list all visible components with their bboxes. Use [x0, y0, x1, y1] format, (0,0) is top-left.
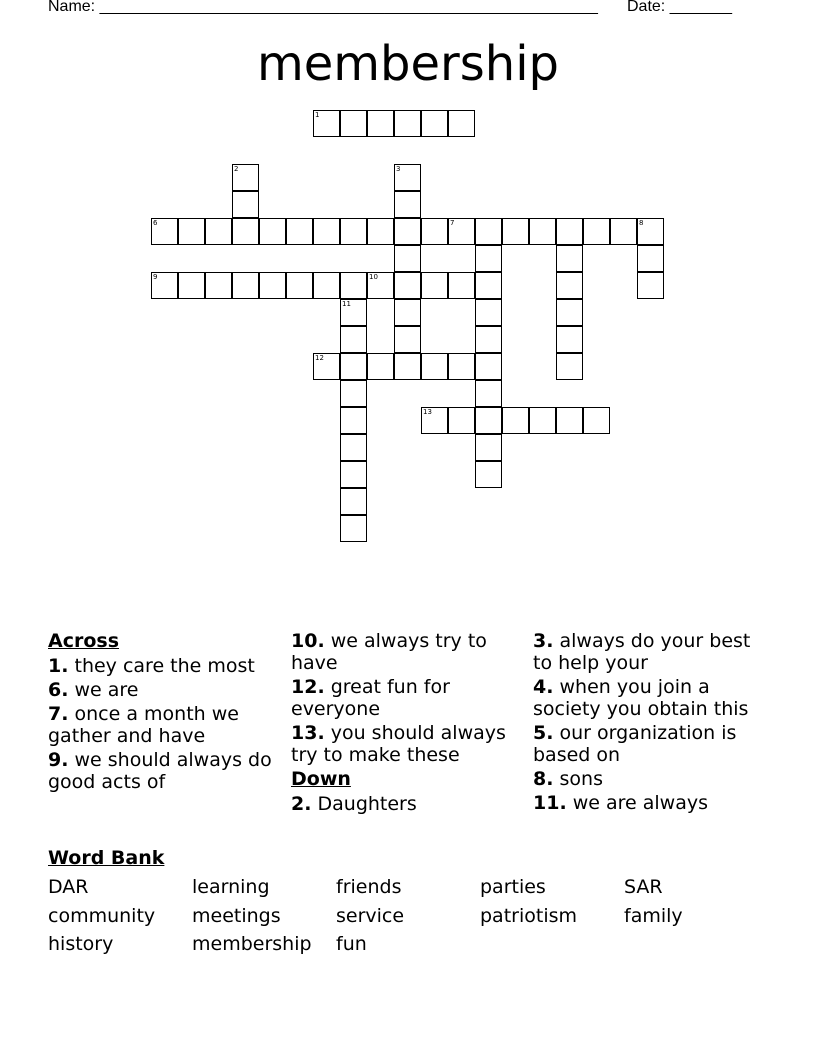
word-bank-item: DAR	[48, 876, 89, 898]
grid-cell[interactable]	[340, 326, 367, 353]
grid-cell[interactable]	[556, 245, 583, 272]
grid-cell[interactable]	[367, 353, 394, 380]
grid-cell-number: 11	[342, 300, 351, 308]
grid-cell[interactable]	[475, 218, 502, 245]
grid-cell[interactable]	[475, 380, 502, 407]
grid-cell[interactable]	[610, 218, 637, 245]
grid-cell[interactable]	[394, 353, 421, 380]
clue-down-11: 11. we are always	[533, 792, 709, 814]
grid-cell[interactable]	[448, 407, 475, 434]
grid-cell[interactable]	[394, 191, 421, 218]
word-bank-item: meetings	[192, 905, 281, 927]
grid-cell[interactable]	[340, 488, 367, 515]
grid-cell[interactable]	[367, 110, 394, 137]
grid-cell-number: 1	[315, 111, 320, 119]
grid-cell[interactable]	[394, 299, 421, 326]
grid-cell[interactable]	[178, 218, 205, 245]
grid-cell[interactable]	[502, 218, 529, 245]
grid-cell[interactable]	[475, 407, 502, 434]
grid-cell-number: 8	[639, 219, 644, 227]
clue-down-4: 4. when you join a society you obtain this	[533, 676, 749, 720]
grid-cell[interactable]	[340, 353, 367, 380]
across-heading: Across	[48, 630, 120, 652]
down-heading: Down	[291, 768, 351, 790]
date-field-label: Date: _______	[627, 0, 732, 15]
grid-cell[interactable]	[151, 272, 178, 299]
word-bank-item: patriotism	[480, 905, 578, 927]
grid-cell[interactable]	[340, 299, 367, 326]
grid-cell[interactable]	[529, 218, 556, 245]
grid-cell[interactable]	[421, 218, 448, 245]
word-bank-item: SAR	[624, 876, 663, 898]
clue-across-9: 9. we should always do good acts of	[48, 749, 272, 793]
grid-cell[interactable]	[286, 272, 313, 299]
grid-cell[interactable]	[421, 272, 448, 299]
grid-cell[interactable]	[556, 407, 583, 434]
clue-down-8: 8. sons	[533, 768, 603, 790]
grid-cell[interactable]	[637, 245, 664, 272]
grid-cell[interactable]	[583, 407, 610, 434]
clue-down-2: 2. Daughters	[291, 793, 417, 815]
grid-cell[interactable]	[340, 515, 367, 542]
grid-cell[interactable]	[448, 353, 475, 380]
clue-across-12: 12. great fun for everyone	[291, 676, 450, 720]
grid-cell[interactable]	[151, 218, 178, 245]
clue-across-6: 6. we are	[48, 679, 139, 701]
grid-cell[interactable]	[367, 272, 394, 299]
grid-cell[interactable]	[475, 245, 502, 272]
grid-cell[interactable]	[583, 218, 610, 245]
grid-cell[interactable]	[421, 407, 448, 434]
grid-cell[interactable]	[394, 218, 421, 245]
grid-cell[interactable]	[394, 272, 421, 299]
clue-across-7: 7. once a month we gather and have	[48, 703, 239, 747]
grid-cell[interactable]	[205, 272, 232, 299]
grid-cell[interactable]	[286, 218, 313, 245]
grid-cell[interactable]	[232, 191, 259, 218]
grid-cell-number: 9	[153, 273, 158, 281]
word-bank-item: friends	[336, 876, 402, 898]
clue-down-5: 5. our organization is based on	[533, 722, 737, 766]
grid-cell[interactable]	[232, 218, 259, 245]
grid-cell-number: 6	[153, 219, 158, 227]
name-field-label: Name: ________________________________________________________	[48, 0, 598, 15]
grid-cell[interactable]	[421, 353, 448, 380]
grid-cell[interactable]	[637, 272, 664, 299]
grid-cell-number: 10	[369, 273, 378, 281]
grid-cell[interactable]	[556, 299, 583, 326]
grid-cell[interactable]	[340, 434, 367, 461]
grid-cell-number: 3	[396, 165, 401, 173]
grid-cell[interactable]	[313, 272, 340, 299]
clue-column-3	[533, 630, 768, 816]
clue-across-1: 1. they care the most	[48, 655, 255, 677]
grid-cell[interactable]	[259, 218, 286, 245]
grid-cell[interactable]	[313, 110, 340, 137]
grid-cell[interactable]	[394, 110, 421, 137]
word-bank-item: community	[48, 905, 156, 927]
grid-cell[interactable]	[340, 407, 367, 434]
grid-cell[interactable]	[259, 272, 286, 299]
clue-column-2	[291, 630, 526, 817]
grid-cell[interactable]	[556, 326, 583, 353]
grid-cell[interactable]	[394, 326, 421, 353]
puzzle-title: membership	[256, 36, 559, 92]
word-bank-item: fun	[336, 933, 367, 955]
grid-cell[interactable]	[421, 110, 448, 137]
word-bank-item: membership	[192, 933, 312, 955]
word-bank-item: history	[48, 933, 114, 955]
grid-cell[interactable]	[556, 218, 583, 245]
clue-down-3: 3. always do your best to help your	[533, 630, 751, 674]
grid-cell[interactable]	[556, 272, 583, 299]
grid-cell[interactable]	[475, 272, 502, 299]
grid-cell-number: 12	[315, 354, 324, 362]
grid-cell[interactable]	[340, 461, 367, 488]
grid-cell-number: 7	[450, 219, 455, 227]
grid-cell[interactable]	[367, 218, 394, 245]
clue-across-13: 13. you should always try to make these	[291, 722, 506, 766]
grid-cell[interactable]	[529, 407, 556, 434]
grid-cell[interactable]	[205, 218, 232, 245]
grid-cell[interactable]	[502, 407, 529, 434]
word-bank-heading: Word Bank	[48, 847, 165, 869]
grid-cell[interactable]	[475, 353, 502, 380]
grid-cell[interactable]	[448, 218, 475, 245]
grid-cell-number: 13	[423, 408, 432, 416]
clue-across-10: 10. we always try to have	[291, 630, 487, 674]
grid-cell[interactable]	[448, 272, 475, 299]
grid-cell[interactable]	[340, 110, 367, 137]
grid-cell[interactable]	[340, 272, 367, 299]
grid-cell[interactable]	[475, 461, 502, 488]
grid-cell[interactable]	[394, 164, 421, 191]
grid-cell[interactable]	[448, 110, 475, 137]
grid-cell[interactable]	[475, 434, 502, 461]
grid-cell[interactable]	[340, 380, 367, 407]
grid-cell[interactable]	[556, 353, 583, 380]
clue-column-1	[48, 630, 283, 795]
grid-cell[interactable]	[394, 245, 421, 272]
grid-cell[interactable]	[232, 272, 259, 299]
word-bank-item: service	[336, 905, 405, 927]
word-bank-item: family	[624, 905, 683, 927]
word-bank-item: parties	[480, 876, 546, 898]
grid-cell[interactable]	[475, 326, 502, 353]
grid-cell[interactable]	[340, 218, 367, 245]
grid-cell[interactable]	[637, 218, 664, 245]
grid-cell[interactable]	[178, 272, 205, 299]
grid-cell[interactable]	[313, 353, 340, 380]
grid-cell[interactable]	[475, 299, 502, 326]
grid-cell[interactable]	[313, 218, 340, 245]
word-bank-item: learning	[192, 876, 270, 898]
grid-cell-number: 2	[234, 165, 239, 173]
grid-cell[interactable]	[232, 164, 259, 191]
